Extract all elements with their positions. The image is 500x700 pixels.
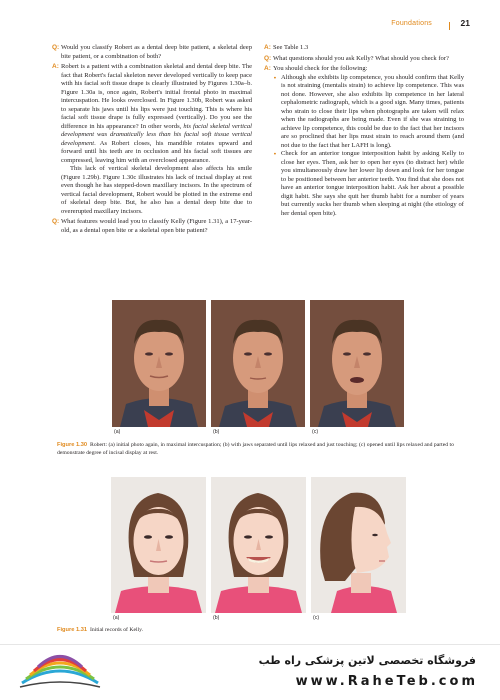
- question-tag: Q:: [52, 44, 60, 51]
- answer-tag: A:: [52, 63, 59, 70]
- panel-label: (b): [213, 615, 220, 621]
- robert-photo-b: [211, 300, 305, 435]
- store-title: فروشگاه تخصصی لاتین پزشکی راه طب: [258, 654, 476, 667]
- answer-tag: A:: [264, 44, 271, 51]
- answer-tag: A:: [264, 65, 271, 72]
- bullet-icon: •: [273, 150, 277, 158]
- answer-paragraph: [61, 63, 252, 165]
- robert-photo-a: [112, 300, 206, 435]
- question-text: What questions should you ask Kelly? What should you check for?: [273, 54, 449, 62]
- figure-1-31-photos: [111, 477, 406, 621]
- panel-label: (b): [213, 429, 220, 435]
- left-text-column: [52, 44, 252, 237]
- open-book-logo-icon: [14, 653, 106, 693]
- page-header: [0, 0, 500, 36]
- male-portrait-closed-icon: [112, 300, 206, 427]
- figure-label: Figure 1.31: [57, 627, 88, 633]
- answer-see-table: [264, 44, 464, 53]
- figure-label: Figure 1.30: [57, 442, 88, 448]
- male-portrait-lips-touching-icon: [211, 300, 305, 427]
- kelly-photo-c: [311, 477, 406, 621]
- male-portrait-lips-parted-icon: [310, 300, 404, 427]
- figure-1-30-photos: [112, 300, 404, 435]
- answer-kelly-checks: [264, 65, 464, 218]
- answer-text: See Table 1.3: [273, 44, 309, 51]
- question-tag: Q:: [264, 54, 272, 62]
- running-head: Foundations: [391, 20, 432, 27]
- answer-robert-classification: [52, 63, 252, 216]
- panel-label: (a): [113, 615, 120, 621]
- answer-paragraph-text: Robert is a patient with a combination skeletal and dental deep bite. The fact that Robert's facial skeleton never developed vertically to keep pace with his facial soft tissue drape is clearly illustrated by Figures 1.30a–b. Figure 1.30a is, once again, Robert's initial frontal photo in maximal intercuspation. He looks overclosed. In Figure 1.30b, Robert was asked to separate his jaws until his lips were just touching. This is where his facial soft tissue drape is fully expressed (vertically). Do you see the difference in his appearance? In other words,: [61, 63, 252, 130]
- list-item: • Although she exhibits lip competence, you should confirm that Kelly is not straining (mentalis strain) to achieve lip competence. This was not done. However, she also exhibits lip competence in her lateral cephalometric radiograph, which is a good sign. Many times, patients who strain to close their lips when photographs are taken will relax when the radiographs are being made. Even if she was straining to achieve lip competence, this could be due to the fact that her incisors are so proclined that her lips must strain to reach around them (and not due to the fact that her LAFH is long).: [273, 73, 464, 149]
- page-number: 21: [460, 18, 470, 28]
- figure-1-30-caption: [57, 442, 455, 457]
- question-text: What features would lead you to classify Kelly (Figure 1.31), a 17-year-old, as a dental open bite or a skeletal open bite patient?: [61, 218, 252, 234]
- panel-label: (a): [114, 429, 121, 435]
- answer-emphasis: his facial skeletal vertical development was dramatically less than his facial soft tissue vertical development: [61, 122, 252, 147]
- question-tag: Q:: [52, 218, 60, 225]
- store-url: www.RaheTeb.com: [295, 674, 478, 689]
- figure-1-31-caption: [57, 627, 455, 635]
- female-portrait-profile-icon: [311, 477, 406, 613]
- female-portrait-smile-icon: [211, 477, 306, 613]
- caption-text: Initial records of Kelly.: [90, 627, 144, 633]
- right-text-column: [264, 44, 464, 220]
- panel-label: (c): [312, 429, 319, 435]
- kelly-photo-b: [211, 477, 306, 621]
- answer-paragraph-tail: . As Robert closes, his mandible rotates upward and forward until his teeth are in occlusion and his facial soft tissues are compressed, leaving him with an overclosed appearance.: [61, 139, 252, 164]
- question-kelly-classification: [52, 218, 252, 235]
- kelly-photo-a: [111, 477, 206, 621]
- question-robert-classification: [52, 44, 252, 61]
- caption-text: Robert: (a) initial photo again, in maximal intercuspation; (b) with jaws separated until lips relaxed and just touching; (c) opened until lips relaxed and parted to demonstrate degree of incisal display at rest.: [57, 442, 454, 456]
- panel-label: (c): [313, 615, 320, 621]
- store-banner: [0, 644, 500, 700]
- question-kelly-checks: [264, 55, 464, 64]
- answer-text: You should check for the following:: [273, 65, 368, 72]
- female-portrait-frontal-icon: [111, 477, 206, 613]
- header-divider: [449, 22, 450, 30]
- answer-paragraph: This lack of vertical skeletal development also affects his smile (Figure 1.29b). Figure 1.30c illustrates his lack of incisal display at rest even though he has stepped-down maxillary incisors. In the spectrum of vertical facial development, Robert would be plotted in the extreme end of skeletal deep bite. But, he also has a dental deep bite due to overerupted maxillary incisors.: [61, 165, 252, 215]
- robert-photo-c: [310, 300, 404, 435]
- question-text: Would you classify Robert as a dental deep bite patient, a skeletal deep bite patient, or a combination of both?: [61, 44, 252, 60]
- bullet-icon: •: [273, 73, 277, 82]
- list-item: • Check for an anterior tongue interposition habit by asking Kelly to close her eyes. Then, ask her to open her eyes (to distract her) while you simultaneously draw her lower lip down and look for her tongue to be positioned between her anterior teeth. You find that she does not have an anterior tongue interposition habit. Ask her about a possible digit habit. She says she quit her thumb habit for a number of years but currently sucks her thumb when sleeping at night (the etiology of her dental open bite).: [273, 150, 464, 217]
- check-list: [273, 74, 464, 219]
